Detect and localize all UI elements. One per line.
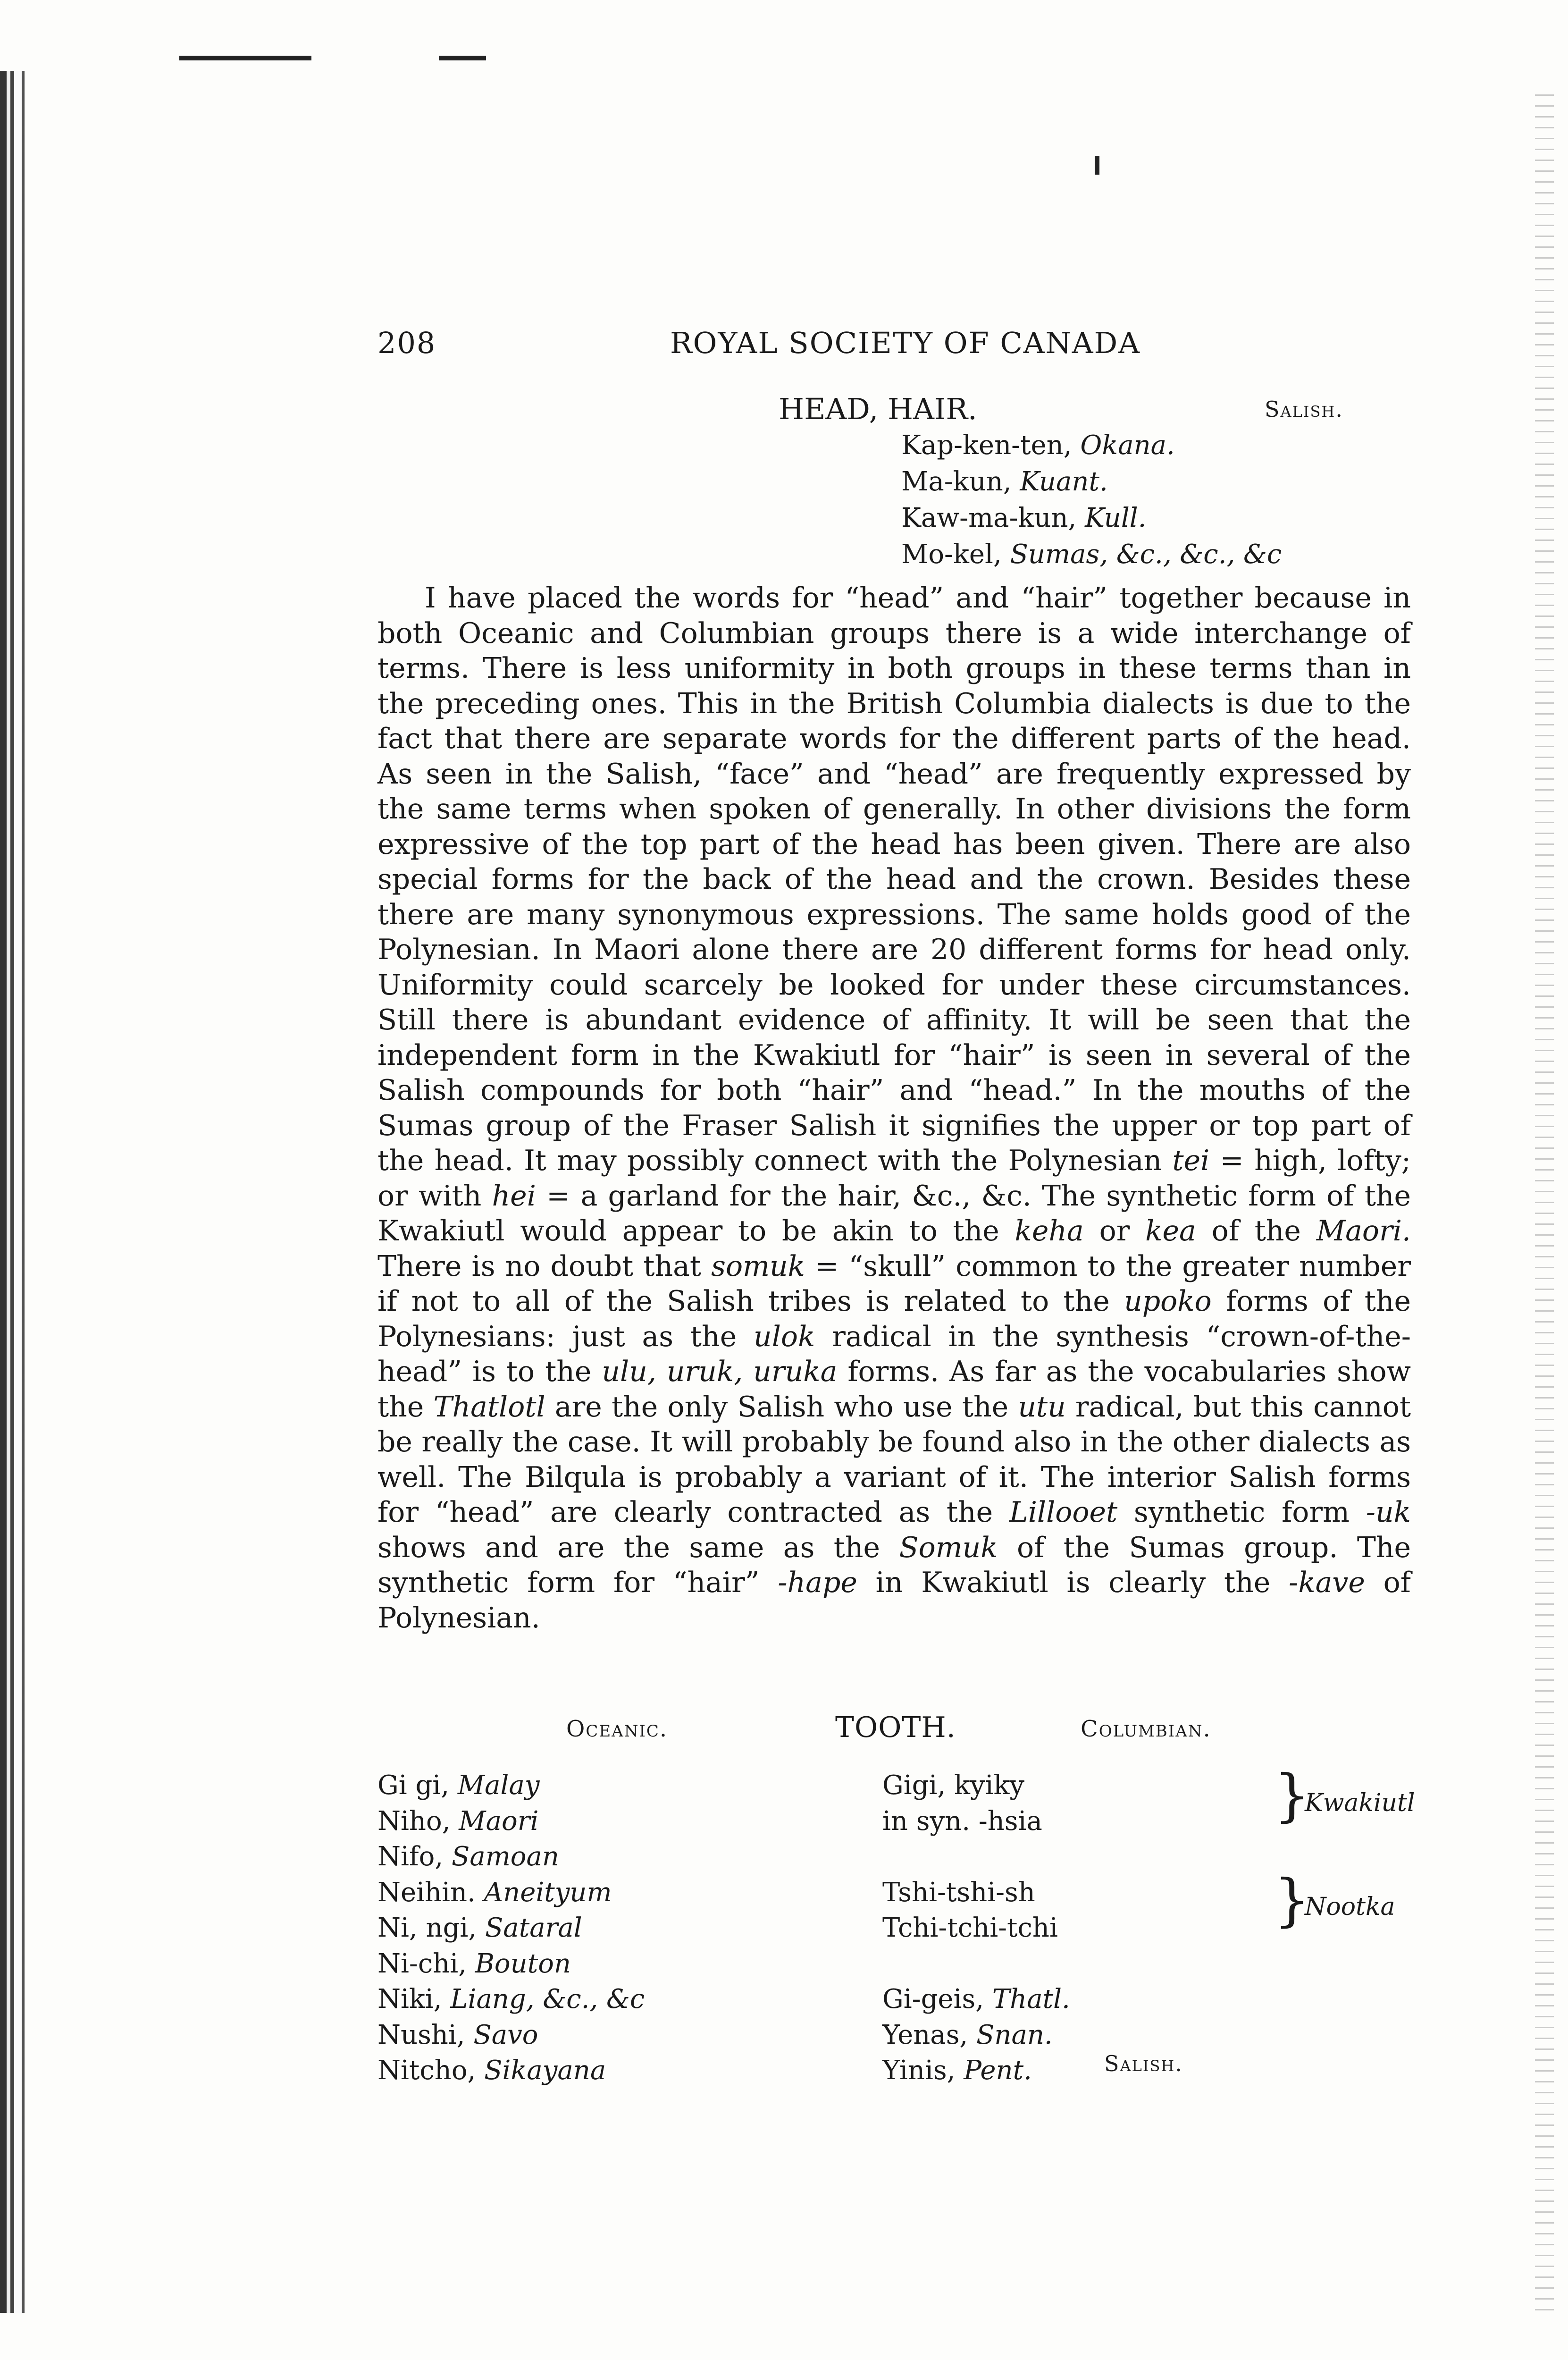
columbian-list	[882, 1768, 1070, 2089]
list-item: Nitcho, Sikayana	[377, 2055, 606, 2086]
list-item: Mo-kel, Sumas, &c., &c., &c	[901, 539, 1282, 570]
scan-top-rule	[179, 56, 311, 60]
column-head-columbian: Columbian.	[1081, 1716, 1211, 1742]
list-item: Tshi-tshi-sh	[882, 1877, 1035, 1908]
list-item: Ma-kun, Kuant.	[901, 466, 1108, 497]
page	[377, 0, 1415, 2360]
list-item: Yenas, Snan.	[882, 2019, 1053, 2050]
body-paragraph: I have placed the words for “head” and “hair” together because in both Oceanic and Columbian groups there is a wide interchange of terms. There is less uniformity in both groups in these terms than in the preceding ones. This in the British Columbia dialects is due to the fact that there are separate words for the different parts of the head. As seen in the Salish, “face” and “head” are frequently expressed by the same terms when spoken of generally. In other divisions the form expressive of the top part of the head has been given. There are also special forms for the back of the head and the crown. Besides these there are many synonymous expressions. The same holds good of the Polynesian. In Maori alone there are 20 different forms for head only. Uniformity could scarcely be looked for under these circumstances. Still there is abundant evidence of affinity. It will be seen that the independent form in the Kwakiutl for “hair” is seen in several of the Salish compounds for both “hair” and “head.” In the mouths of the Sumas group of the Fraser Salish it signifies the upper or top part of the head. It may possibly connect with the Polynesian tei = high, lofty; or with hei = a garland for the hair, &c., &c. The synthetic form of the Kwakiutl would appear to be akin to the keha or kea of the Maori. There is no doubt that somuk = “skull” common to the greater number if not to all of the Salish tribes is related to the upoko forms of the Polynesians: just as the ulok radical in the synthesis “crown-of-the-head” is to the ulu, uruk, uruka forms. As far as the vocabularies show the Thatlotl are the only Salish who use the utu radical, but this cannot be really the case. It will probably be found also in the other dialects as well. The Bilqula is probably a variant of it. The interior Salish forms for “head” are clearly contracted as the Lillooet synthetic form -uk shows and are the same as the Somuk of the Sumas group. The synthetic form for “hair” -hape in Kwakiutl is clearly the -kave of Polynesian.	[377, 582, 1411, 1635]
scan-right-edge	[1535, 94, 1554, 2313]
oceanic-list	[377, 1768, 645, 2089]
salish-word-list	[901, 427, 1282, 573]
list-item: Nushi, Savo	[377, 2019, 538, 2050]
list-item: Tchi-tchi-tchi	[882, 1913, 1058, 1943]
list-item: Gigi, kyiky	[882, 1770, 1025, 1801]
table-title: TOOTH.	[835, 1711, 956, 1744]
page-number: 208	[377, 326, 436, 360]
scan-left-edge	[0, 71, 57, 2313]
group-label-kwakiutl: Kwakiutl	[1305, 1789, 1415, 1817]
list-item: Kap-ken-ten, Okana.	[901, 430, 1175, 461]
list-item: Gi gi, Malay	[377, 1770, 540, 1801]
brace-nootka: }	[1274, 1868, 1310, 1933]
journal-title: ROYAL SOCIETY OF CANADA	[670, 326, 1141, 360]
list-item: Yinis, Pent.	[882, 2055, 1032, 2086]
column-head-oceanic: Oceanic.	[566, 1716, 668, 1742]
salish-subhead: Salish.	[1104, 2051, 1183, 2076]
section-tag: Salish.	[1265, 396, 1343, 422]
list-item: Niki, Liang, &c., &c	[377, 1984, 645, 2014]
group-label-nootka: Nootka	[1305, 1893, 1395, 1921]
list-item: in syn. -hsia	[882, 1805, 1042, 1837]
list-item: Ni-chi, Bouton	[377, 1948, 571, 1979]
brace-kwakiutl: }	[1274, 1763, 1310, 1829]
list-item: Kaw-ma-kun, Kull.	[901, 503, 1147, 533]
list-item: Nifo, Samoan	[377, 1841, 559, 1872]
list-item: Neihin. Aneityum	[377, 1877, 612, 1908]
list-item: Ni, ngi, Sataral	[377, 1913, 582, 1943]
list-item: Gi-geis, Thatl.	[882, 1984, 1070, 2014]
section-heading: HEAD, HAIR.	[779, 392, 977, 426]
list-item: Niho, Maori	[377, 1805, 539, 1837]
